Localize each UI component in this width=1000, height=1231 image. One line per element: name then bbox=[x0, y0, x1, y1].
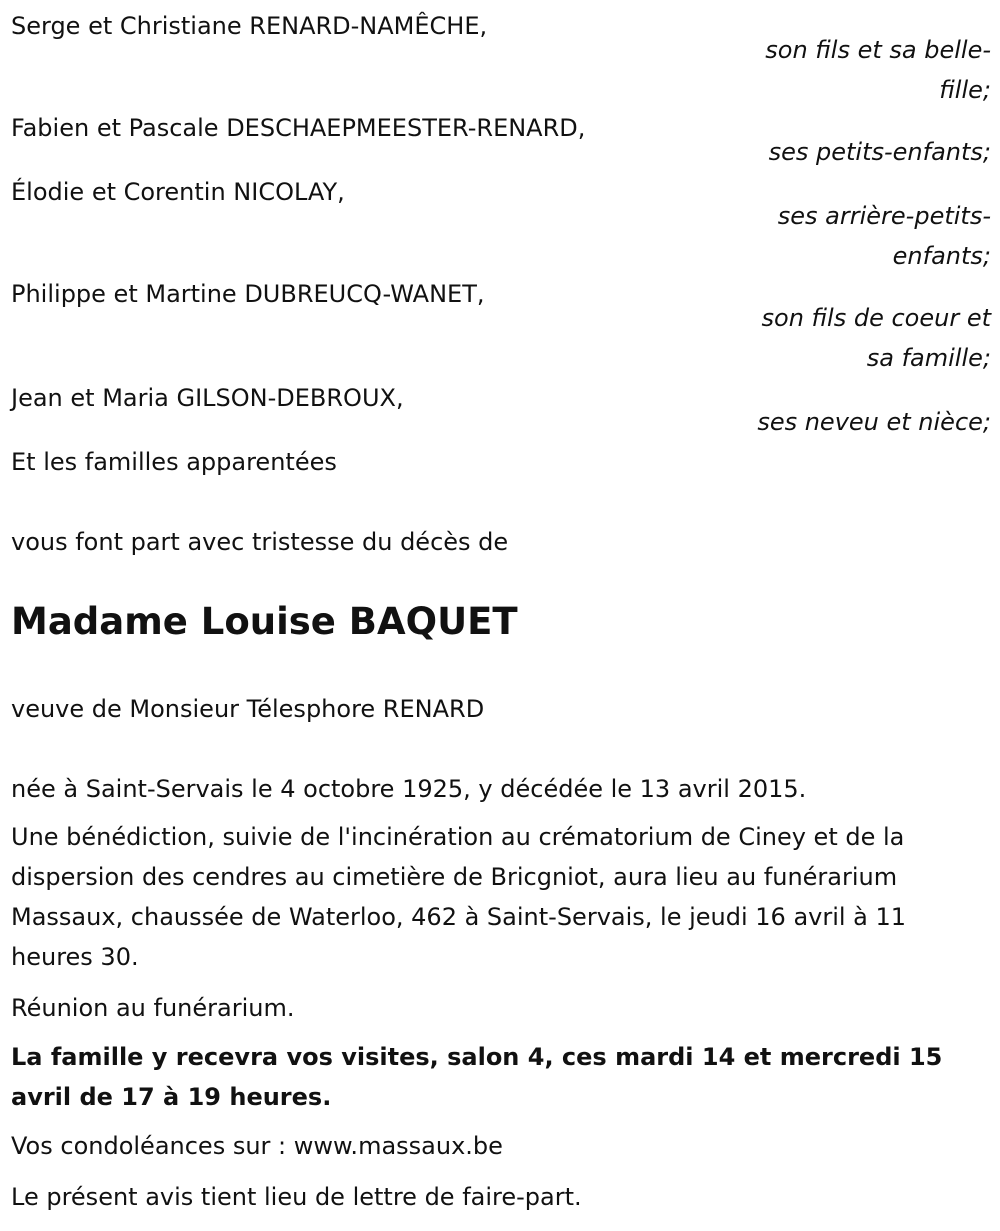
deceased-name: Madame Louise BAQUET bbox=[11, 600, 518, 643]
family-relation: son fils de coeur et sa famille; bbox=[761, 304, 991, 372]
birth-death-text: née à Saint-Servais le 4 octobre 1925, y décédée le 13 avril 2015. bbox=[11, 775, 807, 803]
family-name: Serge et Christiane RENARD-NAMÊCHE, bbox=[11, 12, 488, 40]
announcement-text: vous font part avec tristesse du décès de bbox=[11, 528, 509, 556]
meeting-text: Réunion au funérarium. bbox=[11, 994, 295, 1022]
family-name: Élodie et Corentin NICOLAY, bbox=[11, 178, 345, 206]
family-relation: ses petits-enfants; bbox=[768, 138, 991, 166]
family-relation: ses arrière-petits-enfants; bbox=[777, 202, 991, 270]
family-relation: son fils et sa belle-fille; bbox=[765, 36, 991, 104]
related-families: Et les familles apparentées bbox=[11, 448, 337, 476]
condolences-text: Vos condoléances sur : www.massaux.be bbox=[11, 1132, 503, 1160]
ceremony-details: Une bénédiction, suivie de l'incinération au crématorium de Ciney et de la dispersion des cendres au cimetière de Bricgniot, aura lieu au funérarium Massaux, chaussée de Waterloo, 462 à Saint-Servais, le jeudi 16 avril à 11 heures 30. bbox=[11, 823, 907, 971]
family-name: Jean et Maria GILSON-DEBROUX, bbox=[11, 384, 404, 412]
notice-text: Le présent avis tient lieu de lettre de faire-part. bbox=[11, 1183, 582, 1211]
family-name: Philippe et Martine DUBREUCQ-WANET, bbox=[11, 280, 485, 308]
family-name: Fabien et Pascale DESCHAEPMEESTER-RENARD, bbox=[11, 114, 586, 142]
widow-of-text: veuve de Monsieur Télesphore RENARD bbox=[11, 695, 485, 723]
visits-text: La famille y recevra vos visites, salon 4, ces mardi 14 et mercredi 15 avril de 17 à 19 heures. bbox=[11, 1043, 943, 1111]
family-relation: ses neveu et nièce; bbox=[757, 408, 991, 436]
